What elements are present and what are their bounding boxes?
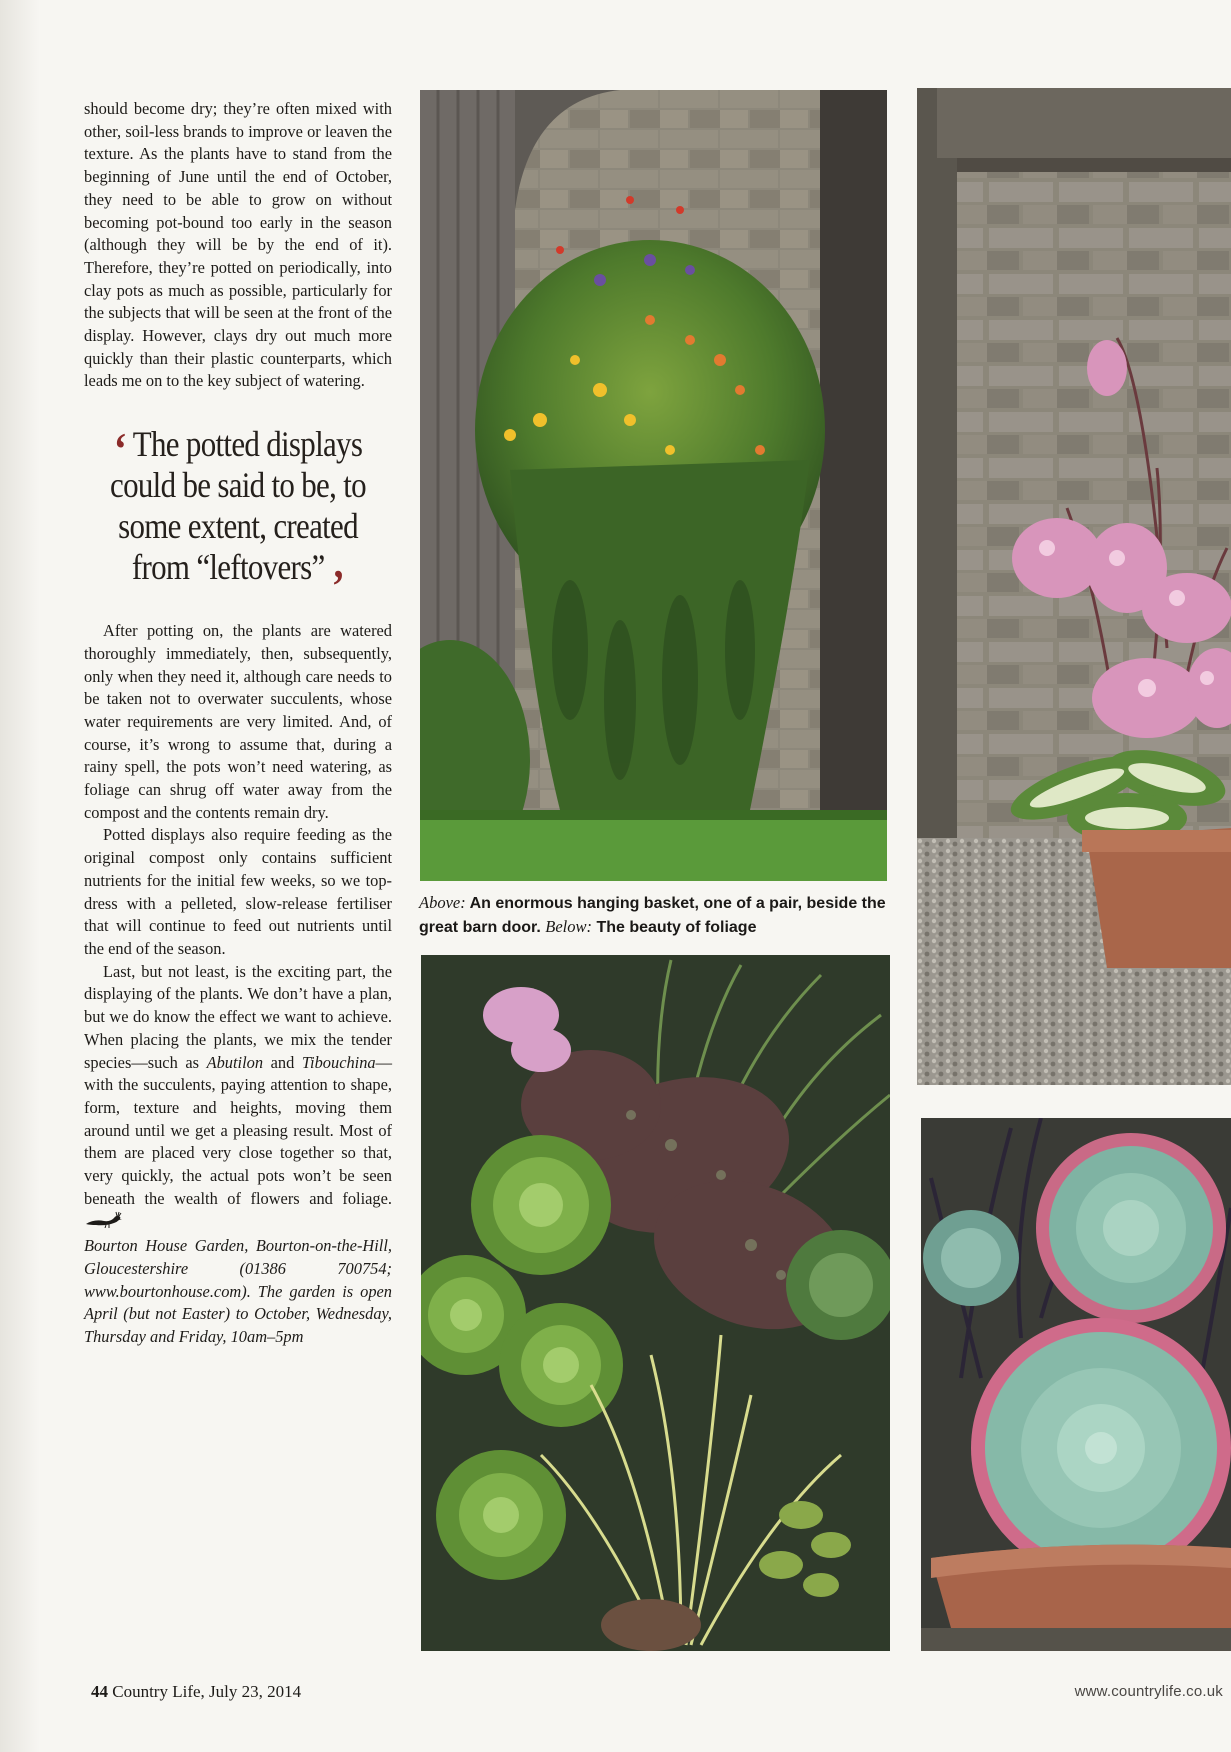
article-paragraph-1: should become dry; they’re often mixed with other, soil-less brands to improve or leaven the texture. As the plants have to stand from the beginning of June until the end of October, they need to be able to grow on without becoming pot-bound too early in the season (although they will be by the end of it). Therefore, they’re potted on periodically, into clay pots as much as possible, particularly for the subjects that will be seen at the front of the display. However, clays dry out much more quickly than their plastic counterparts, which leads me on to the key subject of watering.	[84, 99, 392, 391]
website-url: www.countrylife.co.uk	[1074, 1683, 1223, 1700]
caption-label-above: Above:	[419, 893, 466, 912]
publication-date: Country Life, July 23, 2014	[108, 1682, 302, 1701]
caption-text-above: An enormous hanging basket, one of a pair, beside the great barn door.	[419, 895, 886, 936]
tibouchina-term: Tibouchina	[301, 1052, 376, 1072]
page-gutter	[0, 0, 40, 1752]
pull-quote: ‘ The potted displays could be said to be, to some extent, created from “leftovers” ’	[110, 423, 366, 612]
hanging-basket-photo	[420, 90, 887, 881]
para4-and: and	[263, 1052, 302, 1072]
peacock-icon	[84, 1210, 124, 1228]
photo-caption	[419, 891, 899, 939]
foliage-photo	[421, 955, 890, 1651]
caption-text-below: The beauty of foliage	[592, 919, 757, 936]
article-paragraph-4	[84, 961, 392, 1233]
article-column	[84, 98, 392, 1365]
article-paragraph-2: After potting on, the plants are watered thoroughly immediately, then, subsequently, only when they need it, although care needs to be taken not to overwater succulents, whose water requirements are very limited. And, of course, it’s wrong to assume that, during a rainy spell, the pots won’t need watering, as foliage can shrug off water away from the compost and the contents remain dry.	[84, 621, 392, 822]
article-paragraph-3: Potted displays also require feeding as the original compost only contains sufficient nutrients for the initial few weeks, so we top-dress with a pelleted, slow-release fertiliser that will continue to feed out nutrients until the end of the season.	[84, 825, 392, 958]
garden-credit: Bourton House Garden, Bourton-on-the-Hill, Gloucestershire (01386 700754; www.bourtonhouse.com). The garden is open April (but not Easter) to October, Wednesday, Thursday and Friday, 10am–5pm	[84, 1236, 392, 1346]
caption-label-below: Below:	[545, 917, 592, 936]
abutilon-term: Abutilon	[206, 1052, 264, 1072]
pull-quote-text: The potted displays could be said to be, to some extent, created from “leftovers”	[110, 424, 366, 588]
page-footer	[91, 1682, 301, 1702]
succulent-pot-photo	[921, 1118, 1231, 1651]
page-number: 44	[91, 1682, 108, 1701]
begonia-pot-photo	[917, 88, 1231, 1085]
para4-text-b: —with the succulents, paying attention to shape, form, texture and heights, moving them around until we get a pleasing result. Most of them are placed very close together so that, very quickly, the actual pots won’t be seen beneath the wealth of flowers and foliage.	[84, 1052, 392, 1208]
para4-text-a: Last, but not least, is the exciting part, the displaying of the plants. We don’t have a plan, but we do know the effect we want to achieve. When placing the plants, we mix the tender species—such as	[84, 961, 392, 1072]
open-quote-mark: ‘	[113, 423, 127, 475]
